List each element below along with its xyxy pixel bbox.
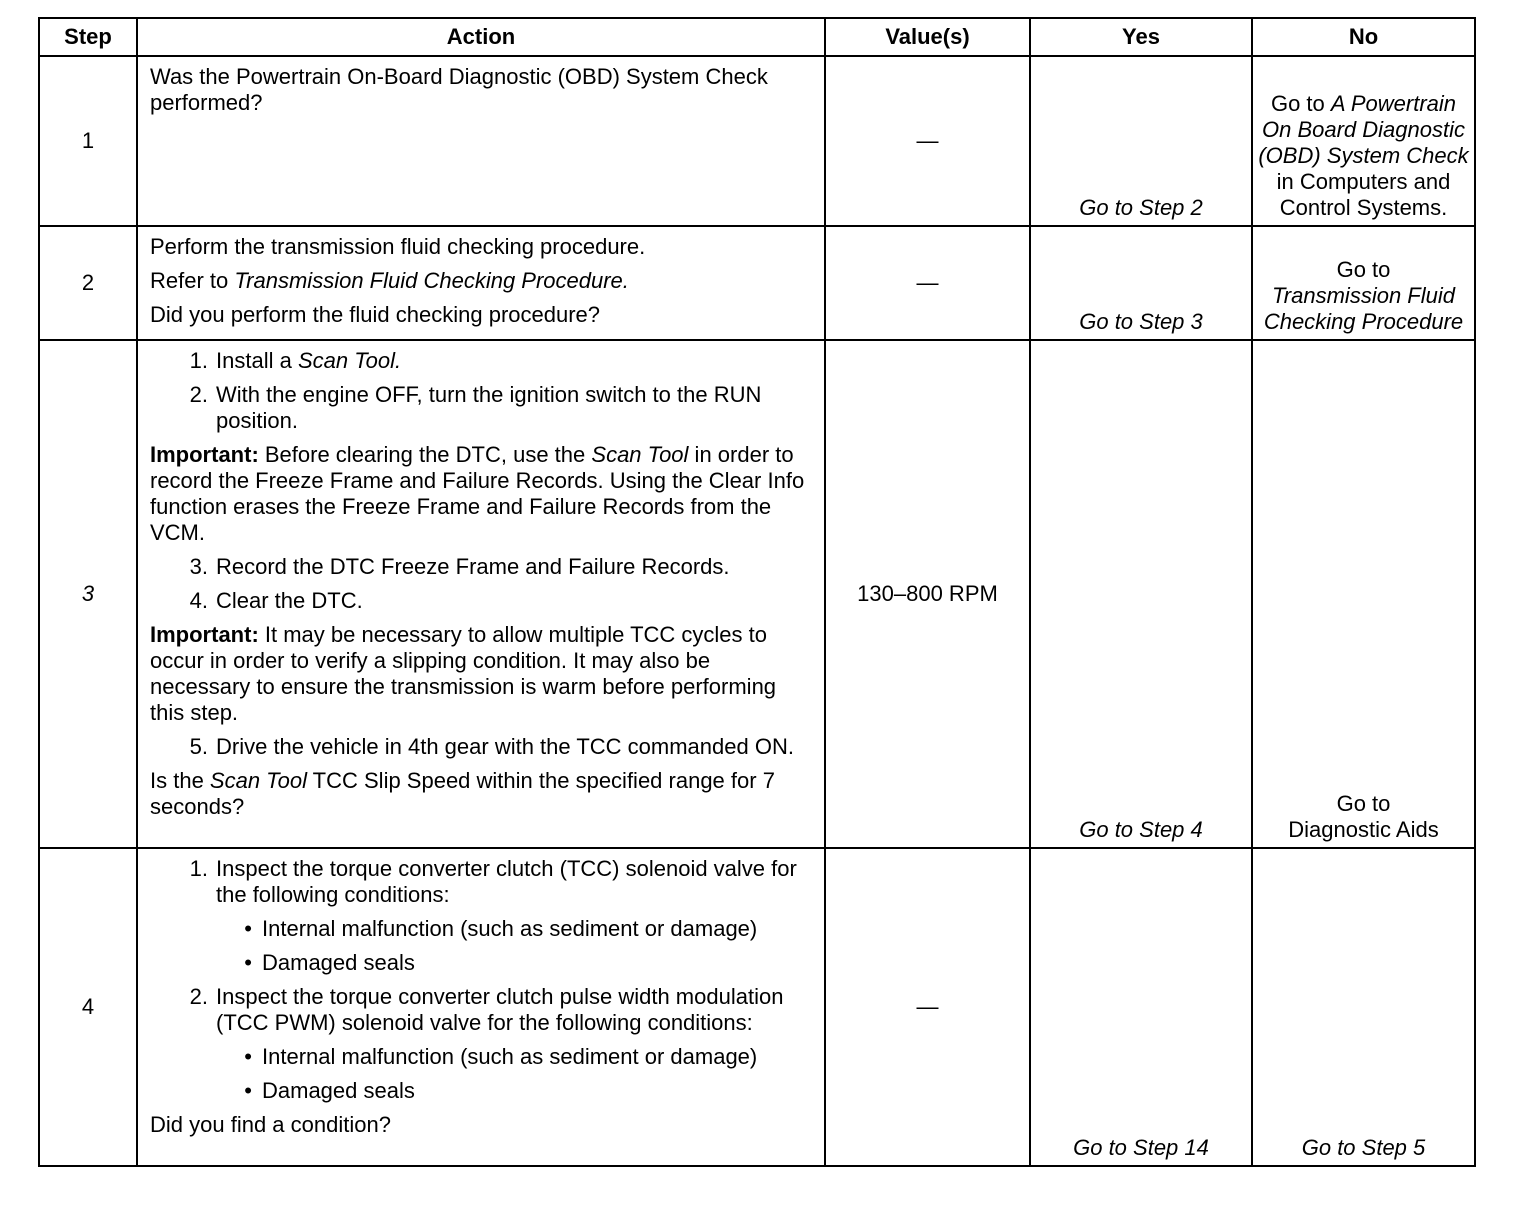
yes-link[interactable]: Go to Step 4 bbox=[1030, 340, 1252, 848]
no-text: Go to bbox=[1336, 791, 1391, 816]
step-number: 2 bbox=[39, 226, 137, 340]
no-reference-link[interactable]: A Powertrain On Board Diagnostic (OBD) System Check bbox=[1258, 91, 1469, 168]
numbered-step: 5. Drive the vehicle in 4th gear with the TCC commanded ON. bbox=[189, 734, 794, 759]
no-reference-link[interactable]: Transmission Fluid Checking Procedure bbox=[1263, 283, 1464, 334]
numbered-step: 2. With the engine OFF, turn the ignition switch to the RUN position. bbox=[189, 382, 762, 433]
action-text: Perform the transmission fluid checking procedure. bbox=[150, 234, 646, 259]
step-number: 4 bbox=[39, 848, 137, 1166]
diagnostic-table bbox=[38, 17, 1476, 1167]
no-cell bbox=[1252, 226, 1475, 340]
bullet-item: • Damaged seals bbox=[244, 950, 415, 975]
no-text: Go to bbox=[1270, 91, 1331, 116]
action-cell bbox=[137, 340, 825, 848]
action-question: Did you perform the fluid checking procedure? bbox=[150, 302, 601, 327]
yes-link[interactable]: Go to Step 3 bbox=[1030, 226, 1252, 340]
action-question: Was the Powertrain On-Board Diagnostic (OBD) System Check performed? bbox=[150, 64, 768, 115]
bullet-item: • Damaged seals bbox=[244, 1078, 415, 1103]
value-cell: 130–800 RPM bbox=[825, 340, 1030, 848]
header-values: Value(s) bbox=[825, 18, 1030, 56]
header-action: Action bbox=[137, 18, 825, 56]
bullet-item: • Internal malfunction (such as sediment or damage) bbox=[244, 916, 758, 941]
header-yes: Yes bbox=[1030, 18, 1252, 56]
numbered-step: 1. Inspect the torque converter clutch (TCC) solenoid valve for the following conditions: • Internal malfunction (such as sediment or damage) • Damaged seals bbox=[150, 856, 814, 976]
bullet-item: • Internal malfunction (such as sediment or damage) bbox=[244, 1044, 758, 1069]
no-cell bbox=[1252, 340, 1475, 848]
yes-link[interactable]: Go to Step 2 bbox=[1030, 56, 1252, 226]
table-row bbox=[39, 56, 1475, 226]
action-cell bbox=[137, 56, 825, 226]
action-cell bbox=[137, 226, 825, 340]
value-cell: — bbox=[825, 226, 1030, 340]
numbered-step: 2. Inspect the torque converter clutch pulse width modulation (TCC PWM) solenoid valve for the following conditions: • Internal malfunction (such as sediment or damage) • Damaged seals bbox=[150, 984, 814, 1104]
reference-link[interactable]: Scan Tool bbox=[591, 442, 689, 467]
value-cell: — bbox=[825, 56, 1030, 226]
important-note: Important: It may be necessary to allow multiple TCC cycles to occur in order to verify a slipping condition. It may also be necessary to ensure the transmission is warm before performing this step. bbox=[150, 622, 777, 725]
table-row bbox=[39, 340, 1475, 848]
no-text: in Computers and Control Systems. bbox=[1276, 169, 1451, 220]
value-cell: — bbox=[825, 848, 1030, 1166]
table-row bbox=[39, 848, 1475, 1166]
yes-link[interactable]: Go to Step 14 bbox=[1030, 848, 1252, 1166]
reference-link[interactable]: Transmission Fluid Checking Procedure. bbox=[234, 268, 629, 293]
header-step: Step bbox=[39, 18, 137, 56]
action-text: Refer to Transmission Fluid Checking Procedure. bbox=[150, 268, 629, 293]
no-text[interactable]: Go to Step 5 bbox=[1301, 1135, 1426, 1160]
header-no: No bbox=[1252, 18, 1475, 56]
numbered-step: 1. Install a Scan Tool. bbox=[189, 348, 402, 373]
reference-link[interactable]: Scan Tool. bbox=[297, 348, 402, 373]
header-row bbox=[39, 18, 1475, 56]
numbered-step: 4. Clear the DTC. bbox=[189, 588, 363, 613]
no-link[interactable] bbox=[1252, 848, 1475, 1166]
table-row bbox=[39, 226, 1475, 340]
step-number: 1 bbox=[39, 56, 137, 226]
no-reference-link[interactable]: Diagnostic Aids bbox=[1288, 817, 1439, 842]
action-question: Is the Scan Tool TCC Slip Speed within the specified range for 7 seconds? bbox=[150, 768, 775, 819]
no-cell bbox=[1252, 56, 1475, 226]
action-question: Did you find a condition? bbox=[150, 1112, 391, 1137]
step-number: 3 bbox=[39, 340, 137, 848]
numbered-step: 3. Record the DTC Freeze Frame and Failure Records. bbox=[189, 554, 730, 579]
reference-link[interactable]: Scan Tool bbox=[209, 768, 307, 793]
important-note: Important: Before clearing the DTC, use the Scan Tool in order to record the Freeze Frame and Failure Records. Using the Clear Info function erases the Freeze Frame and Failure Records from the VCM. bbox=[150, 442, 805, 545]
action-cell bbox=[137, 848, 825, 1166]
no-text: Go to bbox=[1336, 257, 1391, 282]
